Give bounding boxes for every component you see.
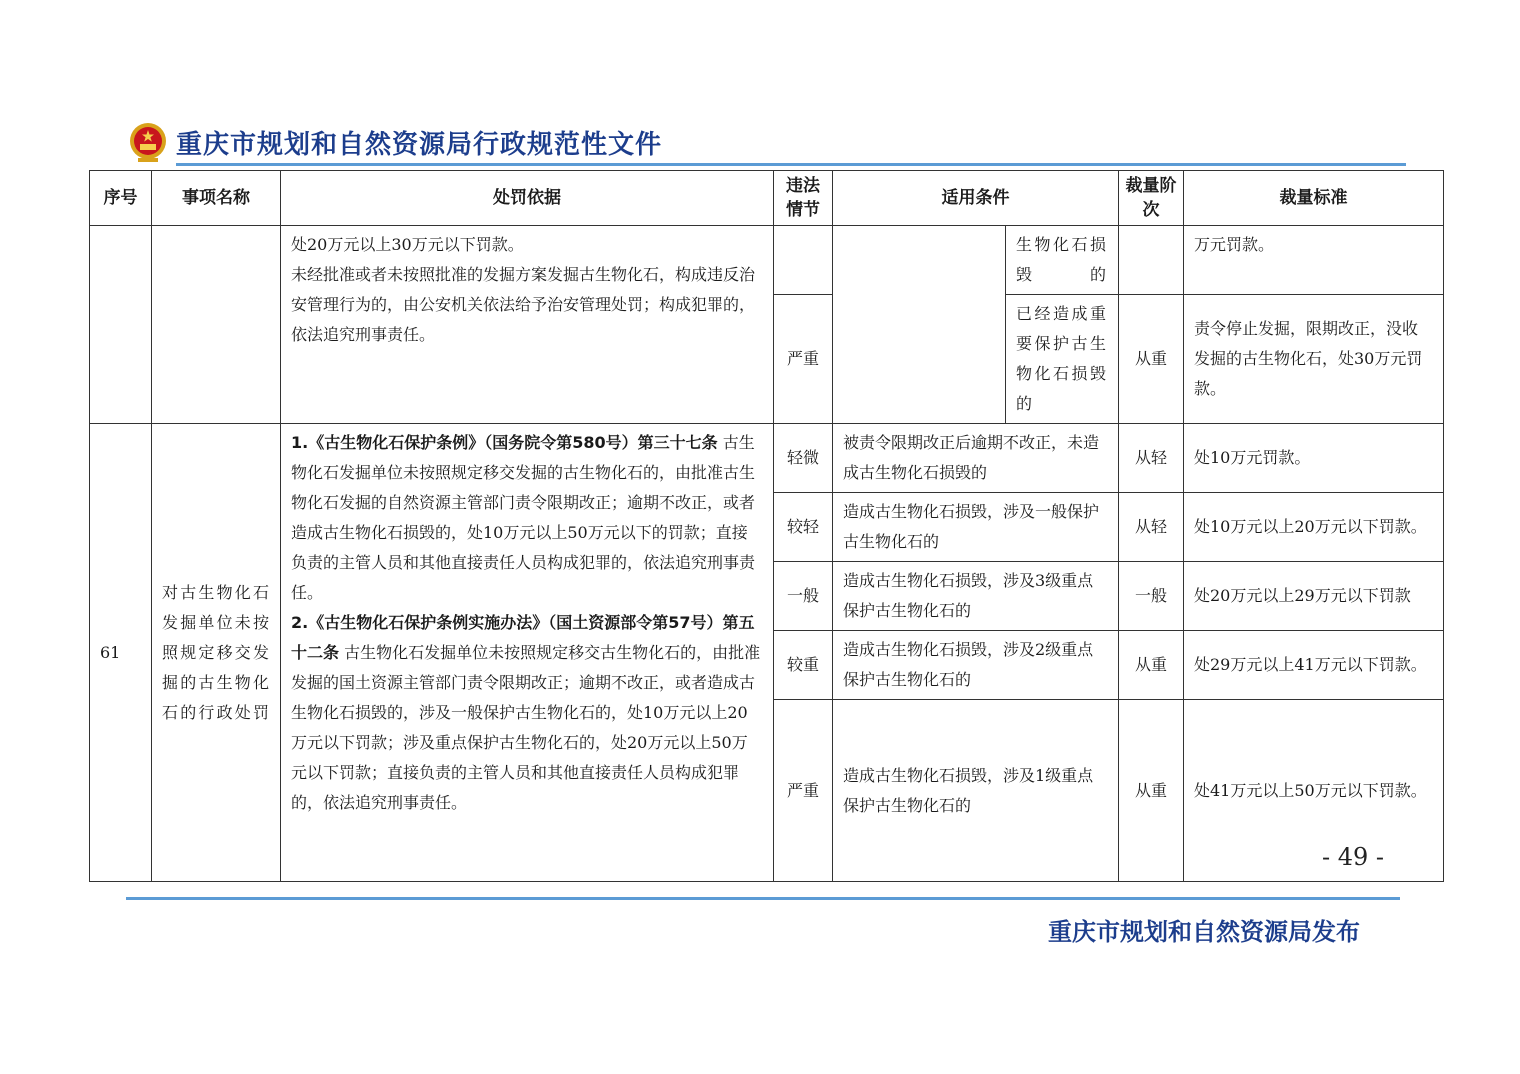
level-standard: 处20万元以上29万元以下罚款 [1184, 562, 1444, 631]
table-header-row [90, 171, 1444, 226]
level-tier: 从重 [1119, 700, 1184, 882]
cont-r2-plot: 严重 [774, 295, 833, 424]
level-tier: 从轻 [1119, 424, 1184, 493]
row61-basis [281, 424, 774, 882]
level-plot: 较重 [774, 631, 833, 700]
cont-r1-std: 万元罚款。 [1184, 226, 1444, 295]
header-standard: 裁量标准 [1184, 171, 1444, 226]
cont-r2-std: 责令停止发掘，限期改正，没收发掘的古生物化石，处30万元罚款。 [1184, 295, 1444, 424]
level-tier: 从轻 [1119, 493, 1184, 562]
level-plot: 较轻 [774, 493, 833, 562]
header-condition: 适用条件 [833, 171, 1119, 226]
level-condition: 被责令限期改正后逾期不改正，未造成古生物化石损毁的 [833, 424, 1119, 493]
level-plot: 一般 [774, 562, 833, 631]
level-plot: 轻微 [774, 424, 833, 493]
table-row [90, 226, 1444, 295]
header-item: 事项名称 [152, 171, 281, 226]
cont-seq [90, 226, 152, 424]
level-standard: 处29万元以上41万元以下罚款。 [1184, 631, 1444, 700]
level-standard: 处10万元以上20万元以下罚款。 [1184, 493, 1444, 562]
cont-r1-cond: 生物化石损毁的 [1006, 226, 1119, 295]
level-tier: 一般 [1119, 562, 1184, 631]
page-header [128, 120, 662, 164]
basis-2-title: 2.《古生物化石保护条例实施办法》（国土资源部令第57号）第五十二条 [291, 613, 755, 662]
level-condition: 造成古生物化石损毁，涉及一般保护古生物化石的 [833, 493, 1119, 562]
cont-item [152, 226, 281, 424]
cont-basis-1: 处20万元以上30万元以下罚款。 [291, 235, 524, 254]
cont-cond-spacer [833, 226, 1006, 424]
basis-2-text: 古生物化石发掘单位未按照规定移交古生物化石的，由批准发掘的国土资源主管部门责令限期改正；逾期不改正，或者造成古生物化石损毁的，涉及一般保护古生物化石的，处10万元以上20万元以下罚款；涉及重点保护古生物化石的，处20万元以上50万元以下罚款；直接负责的主管人员和其他直接责任人员构成犯罪的，依法追究刑事责任。 [291, 643, 761, 812]
header-divider [176, 163, 1406, 166]
header-plot: 违法情节 [774, 171, 833, 226]
level-plot: 严重 [774, 700, 833, 882]
cont-r2-tier: 从重 [1119, 295, 1184, 424]
table-row [90, 424, 1444, 493]
row61-seq: 61 [90, 424, 152, 882]
level-condition: 造成古生物化石损毁，涉及3级重点保护古生物化石的 [833, 562, 1119, 631]
header-basis: 处罚依据 [281, 171, 774, 226]
cont-basis-2: 未经批准或者未按照批准的发掘方案发掘古生物化石，构成违反治安管理行为的，由公安机关依法给予治安管理处罚；构成犯罪的，依法追究刑事责任。 [291, 265, 756, 344]
row61-item: 对古生物化石发掘单位未按照规定移交发掘的古生物化石的行政处罚 [152, 424, 281, 882]
basis-1-text: 古生物化石发掘单位未按照规定移交发掘的古生物化石的，由批准古生物化石发掘的自然资源主管部门责令限期改正；逾期不改正，或者造成古生物化石损毁的，处10万元以上50万元以下的罚款；直接负责的主管人员和其他直接责任人员构成犯罪的，依法追究刑事责任。 [291, 433, 756, 602]
cont-r1-tier [1119, 226, 1184, 295]
penalty-table [89, 170, 1444, 882]
page-number: - 49 - [1322, 843, 1385, 871]
level-tier: 从重 [1119, 631, 1184, 700]
cont-r1-plot [774, 226, 833, 295]
basis-1-title: 1.《古生物化石保护条例》（国务院令第580号）第三十七条 [291, 433, 718, 452]
footer-divider [126, 897, 1400, 900]
header-title: 重庆市规划和自然资源局行政规范性文件 [176, 129, 663, 160]
level-standard: 处10万元罚款。 [1184, 424, 1444, 493]
level-condition: 造成古生物化石损毁，涉及1级重点保护古生物化石的 [833, 700, 1119, 882]
cont-r2-cond: 已经造成重要保护古生物化石损毁的 [1006, 295, 1119, 424]
header-seq: 序号 [90, 171, 152, 226]
level-condition: 造成古生物化石损毁，涉及2级重点保护古生物化石的 [833, 631, 1119, 700]
header-tier: 裁量阶次 [1119, 171, 1184, 226]
level-standard: 处41万元以上50万元以下罚款。 [1184, 700, 1444, 882]
national-emblem-icon [128, 120, 168, 164]
cont-basis [281, 226, 774, 424]
footer-publisher: 重庆市规划和自然资源局发布 [1048, 918, 1360, 946]
